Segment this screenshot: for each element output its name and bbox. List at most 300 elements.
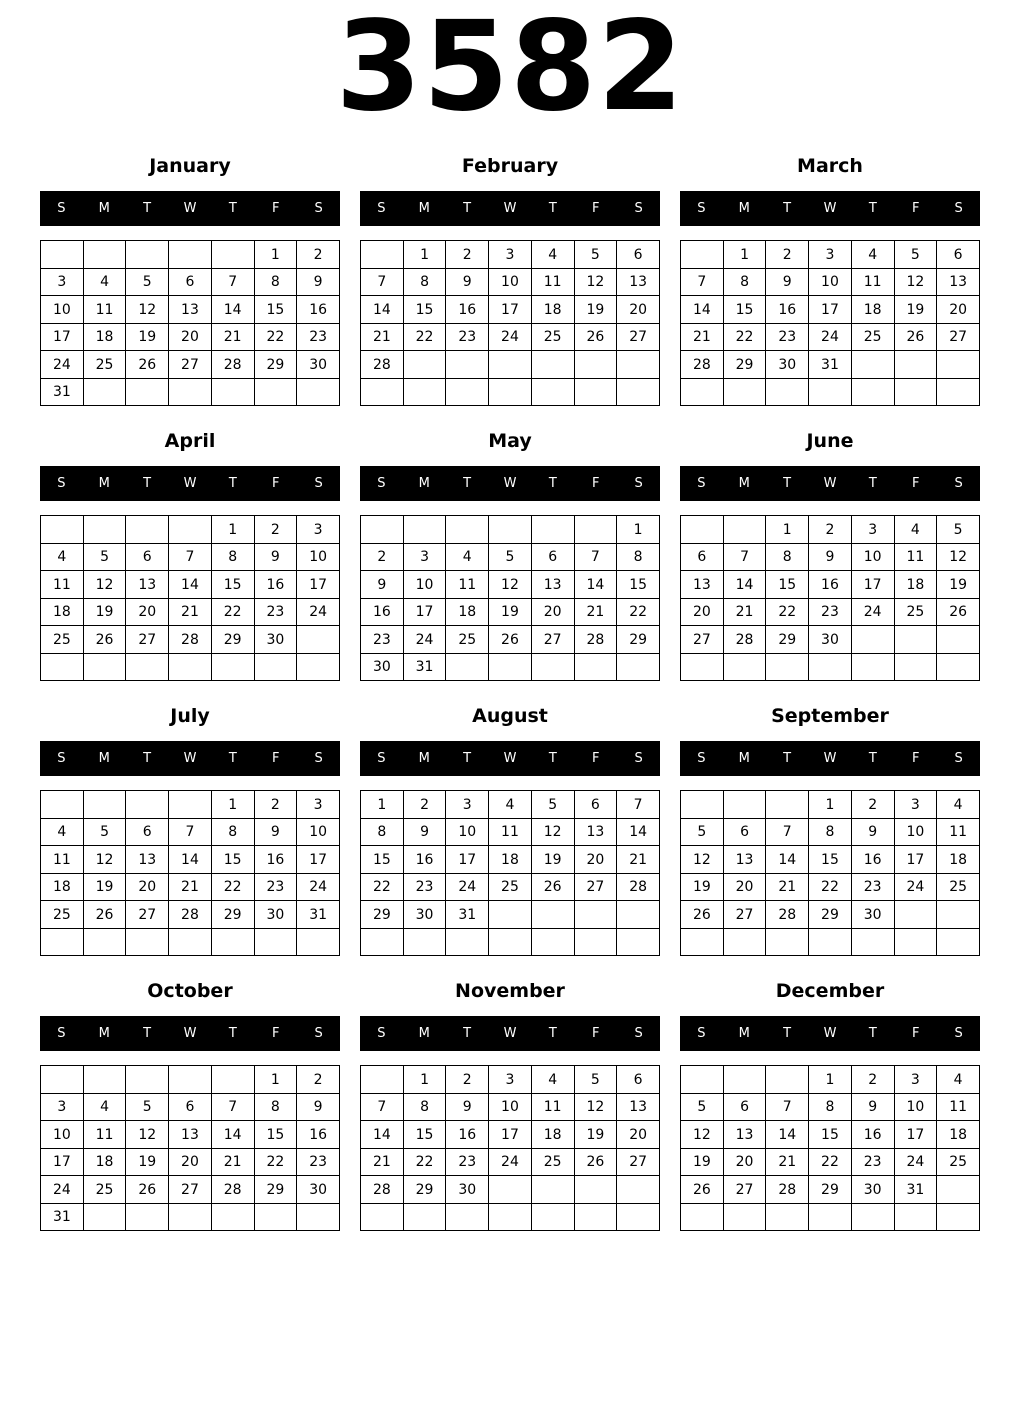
empty-day-cell (211, 928, 254, 956)
day-cell: 6 (126, 543, 169, 571)
week-row (41, 626, 340, 654)
weekday-label: M (98, 476, 110, 492)
day-cell: 3 (41, 1093, 84, 1121)
day-cell: 1 (617, 516, 660, 544)
day-cell: 28 (766, 901, 809, 929)
day-cell: 6 (937, 241, 980, 269)
month-block (680, 155, 980, 406)
empty-day-cell (297, 653, 340, 681)
weekday-label: M (418, 751, 430, 767)
empty-day-cell (254, 653, 297, 681)
day-cell: 3 (297, 791, 340, 819)
week-row (361, 626, 660, 654)
day-cell: 15 (254, 1121, 297, 1149)
day-cell: 12 (83, 846, 126, 874)
day-cell: 18 (937, 1121, 980, 1149)
empty-day-cell (361, 516, 404, 544)
day-cell: 24 (489, 1148, 532, 1176)
empty-day-cell (41, 516, 84, 544)
day-cell: 30 (297, 1176, 340, 1204)
empty-day-cell (83, 1203, 126, 1231)
week-row (41, 1148, 340, 1176)
day-cell: 1 (403, 241, 446, 269)
empty-day-cell (531, 928, 574, 956)
day-cell: 29 (766, 626, 809, 654)
day-cell: 6 (169, 268, 212, 296)
empty-day-cell (681, 1066, 724, 1094)
day-cell: 13 (617, 268, 660, 296)
empty-day-cell (723, 1066, 766, 1094)
weekday-label: S (697, 476, 706, 492)
week-row (681, 873, 980, 901)
week-row (361, 323, 660, 351)
weekday-label: M (738, 751, 750, 767)
weekday-label: T (463, 751, 472, 767)
month-name: April (164, 430, 216, 453)
day-cell: 23 (254, 873, 297, 901)
day-cell: 28 (766, 1176, 809, 1204)
day-cell: 26 (126, 1176, 169, 1204)
weekday-label: F (271, 1026, 280, 1042)
day-cell: 3 (809, 241, 852, 269)
day-cell: 7 (766, 818, 809, 846)
day-cell: 18 (489, 846, 532, 874)
week-row (41, 791, 340, 819)
weekday-label: T (463, 476, 472, 492)
weekday-label: S (57, 201, 66, 217)
day-cell: 26 (894, 323, 937, 351)
day-cell: 8 (809, 1093, 852, 1121)
day-cell: 15 (809, 1121, 852, 1149)
month-block (40, 430, 340, 681)
empty-day-cell (126, 1203, 169, 1231)
weekday-header (40, 741, 340, 776)
weekday-label: T (143, 201, 152, 217)
day-cell: 12 (83, 571, 126, 599)
week-row (361, 1093, 660, 1121)
weekday-label: T (868, 476, 877, 492)
day-cell: 21 (211, 323, 254, 351)
empty-day-cell (723, 928, 766, 956)
day-cell: 31 (894, 1176, 937, 1204)
empty-day-cell (894, 901, 937, 929)
day-cell: 3 (894, 791, 937, 819)
empty-day-cell (617, 901, 660, 929)
day-cell: 3 (489, 241, 532, 269)
day-cell: 11 (489, 818, 532, 846)
day-cell: 16 (809, 571, 852, 599)
day-cell: 30 (766, 351, 809, 379)
day-cell: 20 (937, 296, 980, 324)
empty-day-cell (574, 1176, 617, 1204)
day-cell: 23 (361, 626, 404, 654)
day-cell: 7 (681, 268, 724, 296)
day-cell: 15 (617, 571, 660, 599)
empty-day-cell (254, 378, 297, 406)
day-cell: 31 (446, 901, 489, 929)
day-cell: 30 (851, 1176, 894, 1204)
week-row (41, 1176, 340, 1204)
month-days-table (360, 240, 660, 406)
weekday-label: M (418, 476, 430, 492)
weekday-label: S (314, 1026, 323, 1042)
day-cell: 1 (361, 791, 404, 819)
week-row (361, 241, 660, 269)
empty-day-cell (489, 901, 532, 929)
week-row (681, 323, 980, 351)
day-cell: 17 (894, 1121, 937, 1149)
week-row (41, 818, 340, 846)
empty-day-cell (766, 791, 809, 819)
weekday-label: S (377, 751, 386, 767)
empty-day-cell (894, 351, 937, 379)
empty-day-cell (574, 378, 617, 406)
day-cell: 21 (766, 873, 809, 901)
day-cell: 13 (681, 571, 724, 599)
day-cell: 2 (851, 1066, 894, 1094)
day-cell: 4 (851, 241, 894, 269)
weekday-label: T (548, 201, 557, 217)
month-days-table (680, 240, 980, 406)
month-days-table (40, 1065, 340, 1231)
weekday-header (40, 191, 340, 226)
day-cell: 23 (446, 323, 489, 351)
day-cell: 5 (126, 1093, 169, 1121)
empty-day-cell (851, 1203, 894, 1231)
day-cell: 4 (937, 791, 980, 819)
day-cell: 31 (297, 901, 340, 929)
day-cell: 7 (169, 818, 212, 846)
day-cell: 18 (531, 296, 574, 324)
week-row (41, 873, 340, 901)
empty-day-cell (531, 1176, 574, 1204)
day-cell: 25 (41, 901, 84, 929)
weekday-header (40, 466, 340, 501)
day-cell: 23 (403, 873, 446, 901)
empty-day-cell (211, 1203, 254, 1231)
weekday-label: M (418, 1026, 430, 1042)
empty-day-cell (211, 241, 254, 269)
empty-day-cell (531, 516, 574, 544)
day-cell: 22 (211, 873, 254, 901)
empty-day-cell (169, 1203, 212, 1231)
empty-day-cell (574, 516, 617, 544)
day-cell: 14 (169, 571, 212, 599)
day-cell: 14 (766, 846, 809, 874)
day-cell: 24 (809, 323, 852, 351)
empty-day-cell (83, 516, 126, 544)
day-cell: 18 (446, 598, 489, 626)
weekday-label: F (911, 1026, 920, 1042)
day-cell: 27 (126, 901, 169, 929)
empty-day-cell (617, 928, 660, 956)
day-cell: 20 (617, 296, 660, 324)
day-cell: 30 (254, 901, 297, 929)
day-cell: 17 (809, 296, 852, 324)
weekday-label: W (183, 201, 197, 217)
day-cell: 18 (531, 1121, 574, 1149)
day-cell: 5 (681, 818, 724, 846)
day-cell: 13 (723, 1121, 766, 1149)
day-cell: 23 (297, 323, 340, 351)
day-cell: 12 (937, 543, 980, 571)
month-block (680, 705, 980, 956)
day-cell: 1 (766, 516, 809, 544)
day-cell: 30 (851, 901, 894, 929)
day-cell: 28 (617, 873, 660, 901)
day-cell: 6 (126, 818, 169, 846)
day-cell: 4 (894, 516, 937, 544)
day-cell: 26 (681, 1176, 724, 1204)
day-cell: 30 (446, 1176, 489, 1204)
day-cell: 14 (361, 296, 404, 324)
day-cell: 2 (297, 241, 340, 269)
month-days-table (40, 515, 340, 681)
empty-day-cell (41, 928, 84, 956)
week-row (361, 1121, 660, 1149)
empty-day-cell (361, 241, 404, 269)
day-cell: 12 (531, 818, 574, 846)
day-cell: 2 (446, 241, 489, 269)
empty-day-cell (489, 1176, 532, 1204)
day-cell: 21 (361, 323, 404, 351)
week-row (41, 241, 340, 269)
week-row (361, 653, 660, 681)
day-cell: 1 (254, 1066, 297, 1094)
weekday-label: S (697, 751, 706, 767)
weekday-header (360, 191, 660, 226)
day-cell: 9 (851, 818, 894, 846)
weekday-label: W (823, 751, 837, 767)
day-cell: 3 (446, 791, 489, 819)
day-cell: 20 (126, 873, 169, 901)
empty-day-cell (681, 928, 724, 956)
day-cell: 29 (809, 901, 852, 929)
day-cell: 11 (531, 268, 574, 296)
month-block (680, 980, 980, 1231)
week-row (361, 1203, 660, 1231)
day-cell: 16 (446, 296, 489, 324)
day-cell: 1 (211, 516, 254, 544)
day-cell: 27 (723, 1176, 766, 1204)
weekday-label: T (868, 751, 877, 767)
day-cell: 19 (126, 323, 169, 351)
month-days-table (680, 1065, 980, 1231)
day-cell: 24 (894, 873, 937, 901)
empty-day-cell (169, 378, 212, 406)
day-cell: 6 (617, 241, 660, 269)
empty-day-cell (169, 1066, 212, 1094)
weekday-label: F (911, 751, 920, 767)
weekday-label: S (634, 476, 643, 492)
weekday-label: S (697, 1026, 706, 1042)
day-cell: 19 (937, 571, 980, 599)
day-cell: 12 (126, 1121, 169, 1149)
empty-day-cell (723, 516, 766, 544)
day-cell: 6 (531, 543, 574, 571)
weekday-label: T (463, 1026, 472, 1042)
empty-day-cell (83, 653, 126, 681)
day-cell: 11 (937, 818, 980, 846)
day-cell: 10 (894, 818, 937, 846)
day-cell: 17 (851, 571, 894, 599)
week-row (41, 901, 340, 929)
day-cell: 23 (297, 1148, 340, 1176)
week-row (41, 571, 340, 599)
day-cell: 4 (489, 791, 532, 819)
week-row (681, 846, 980, 874)
day-cell: 16 (254, 571, 297, 599)
week-row (41, 1203, 340, 1231)
day-cell: 22 (403, 1148, 446, 1176)
day-cell: 17 (297, 571, 340, 599)
weekday-label: T (868, 1026, 877, 1042)
empty-day-cell (446, 1203, 489, 1231)
empty-day-cell (766, 653, 809, 681)
weekday-header (680, 1016, 980, 1051)
day-cell: 11 (894, 543, 937, 571)
weekday-header (680, 191, 980, 226)
day-cell: 25 (894, 598, 937, 626)
day-cell: 18 (937, 846, 980, 874)
day-cell: 5 (126, 268, 169, 296)
day-cell: 27 (531, 626, 574, 654)
day-cell: 30 (254, 626, 297, 654)
day-cell: 29 (254, 1176, 297, 1204)
day-cell: 18 (83, 323, 126, 351)
empty-day-cell (126, 378, 169, 406)
day-cell: 1 (723, 241, 766, 269)
weekday-label: M (98, 751, 110, 767)
week-row (681, 241, 980, 269)
day-cell: 27 (723, 901, 766, 929)
day-cell: 19 (574, 1121, 617, 1149)
month-block (40, 155, 340, 406)
day-cell: 28 (681, 351, 724, 379)
day-cell: 22 (809, 873, 852, 901)
day-cell: 1 (254, 241, 297, 269)
empty-day-cell (361, 378, 404, 406)
empty-day-cell (723, 653, 766, 681)
day-cell: 29 (254, 351, 297, 379)
day-cell: 23 (766, 323, 809, 351)
weekday-header (40, 1016, 340, 1051)
month-days-table (40, 240, 340, 406)
weekday-label: T (228, 1026, 237, 1042)
month-name: June (806, 430, 854, 453)
day-cell: 21 (766, 1148, 809, 1176)
empty-day-cell (446, 516, 489, 544)
empty-day-cell (297, 928, 340, 956)
day-cell: 27 (126, 626, 169, 654)
day-cell: 29 (211, 901, 254, 929)
day-cell: 17 (894, 846, 937, 874)
day-cell: 17 (446, 846, 489, 874)
day-cell: 29 (403, 1176, 446, 1204)
empty-day-cell (766, 1066, 809, 1094)
empty-day-cell (681, 516, 724, 544)
day-cell: 10 (297, 543, 340, 571)
empty-day-cell (446, 378, 489, 406)
day-cell: 1 (809, 791, 852, 819)
empty-day-cell (126, 516, 169, 544)
day-cell: 18 (894, 571, 937, 599)
empty-day-cell (617, 1176, 660, 1204)
empty-day-cell (617, 653, 660, 681)
empty-day-cell (937, 351, 980, 379)
day-cell: 15 (766, 571, 809, 599)
day-cell: 16 (297, 296, 340, 324)
weekday-label: T (228, 476, 237, 492)
weekday-label: W (823, 201, 837, 217)
day-cell: 14 (574, 571, 617, 599)
day-cell: 24 (403, 626, 446, 654)
day-cell: 11 (851, 268, 894, 296)
day-cell: 4 (531, 1066, 574, 1094)
weekday-label: S (634, 751, 643, 767)
day-cell: 14 (723, 571, 766, 599)
empty-day-cell (766, 928, 809, 956)
day-cell: 9 (297, 268, 340, 296)
weekday-label: F (271, 201, 280, 217)
day-cell: 25 (83, 351, 126, 379)
weekday-label: T (868, 201, 877, 217)
day-cell: 25 (41, 626, 84, 654)
day-cell: 9 (254, 818, 297, 846)
weekday-label: M (738, 201, 750, 217)
day-cell: 24 (489, 323, 532, 351)
weekday-header (360, 741, 660, 776)
day-cell: 30 (809, 626, 852, 654)
day-cell: 23 (254, 598, 297, 626)
day-cell: 9 (403, 818, 446, 846)
day-cell: 25 (937, 873, 980, 901)
weekday-label: M (738, 1026, 750, 1042)
day-cell: 9 (446, 268, 489, 296)
day-cell: 22 (211, 598, 254, 626)
day-cell: 28 (723, 626, 766, 654)
weekday-label: W (503, 1026, 517, 1042)
day-cell: 19 (681, 873, 724, 901)
day-cell: 19 (574, 296, 617, 324)
empty-day-cell (723, 378, 766, 406)
day-cell: 14 (211, 1121, 254, 1149)
week-row (361, 296, 660, 324)
day-cell: 8 (809, 818, 852, 846)
day-cell: 31 (809, 351, 852, 379)
empty-day-cell (937, 1203, 980, 1231)
week-row (41, 928, 340, 956)
week-row (361, 791, 660, 819)
weekday-label: S (57, 1026, 66, 1042)
day-cell: 10 (403, 571, 446, 599)
weekday-label: M (98, 1026, 110, 1042)
week-row (681, 1066, 980, 1094)
day-cell: 10 (41, 296, 84, 324)
day-cell: 25 (446, 626, 489, 654)
day-cell: 30 (297, 351, 340, 379)
week-row (41, 1093, 340, 1121)
weekday-label: F (911, 476, 920, 492)
empty-day-cell (446, 653, 489, 681)
empty-day-cell (211, 653, 254, 681)
day-cell: 12 (126, 296, 169, 324)
day-cell: 17 (403, 598, 446, 626)
day-cell: 5 (681, 1093, 724, 1121)
day-cell: 14 (361, 1121, 404, 1149)
day-cell: 7 (617, 791, 660, 819)
day-cell: 22 (254, 323, 297, 351)
